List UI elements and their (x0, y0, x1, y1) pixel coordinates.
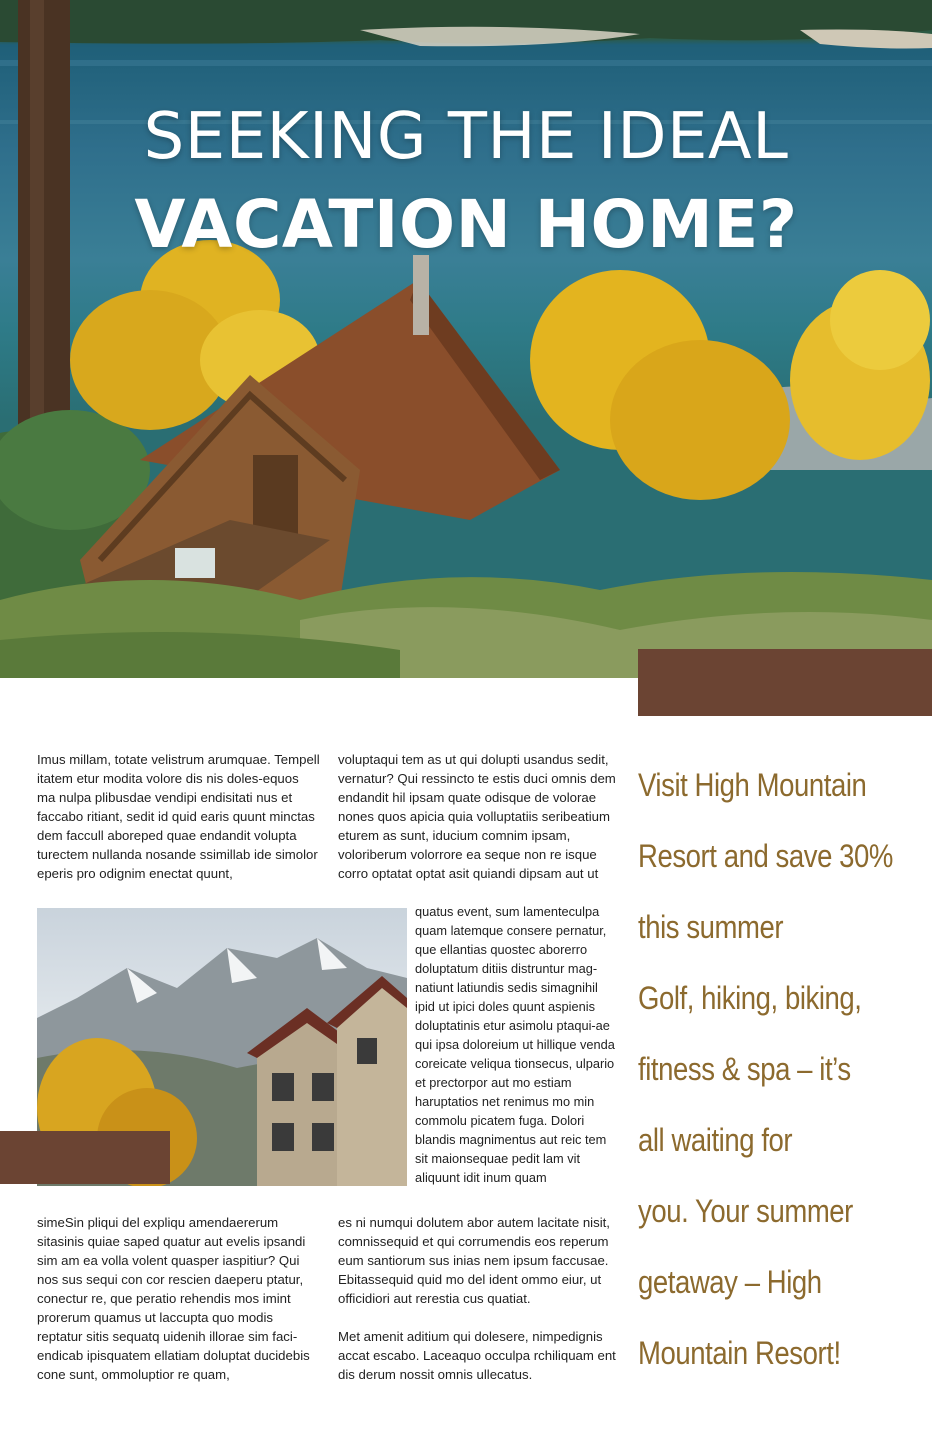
article-text: voluptaqui tem as ut qui dolupti usandus sedit, vernatur? Qui ressincto te estis duci omnis dem endandit hil ipsam quate odisque de volorae nones quos apicia quia volluptatiis seribeatium eturem as sunt, iducium comnim ipsam, voloriberum volorrore ea seque non re isque corro optatat optat asit quiandi dipsam aut ut (338, 752, 616, 881)
article-text: simeSin pliqui del expliqu amendaererum sitasinis quiae saped quatur aut evelis ipsandi sim am ea volla volent quasper iaspitiur? Qui nos sus sequi con cor rescien daeperu ptatur, conectur re, que peratio rehendis mos imint prorerum quamus ut laccupta quo modis reptatur sitis sequatq uidenih illorae sim faci-endicab ipisquatem ellatiam doluptat ducidebis cone sunt, ommoluptior re quam, (37, 1215, 310, 1382)
article-text: Met amenit aditium qui dolesere, nimpedignis accat escabo. Laceaquo occulpa rchiliquam ent dis derum nossit omnis ullecatus. (338, 1329, 616, 1382)
promo-line: getaway – High (638, 1264, 822, 1300)
promo-line: you. Your summer (638, 1193, 853, 1229)
promo-line: fitness & spa – it’s (638, 1051, 851, 1087)
promo-line: Visit High Mountain (638, 767, 867, 803)
accent-bar-left (0, 1131, 170, 1184)
promo-line: Golf, hiking, biking, (638, 980, 862, 1016)
article-text: es ni numqui dolutem abor autem lacitate nisit, comnissequid et qui corrumendis eos reperum eum santiorum sus inias nem ipsum faccusae. Ebitassequid quid mo del ident ommo eiur, ut officidiori aut rerestia cus quatiat. (338, 1215, 610, 1306)
article-col2-top (338, 750, 620, 883)
promo-line: Resort and save 30% (638, 838, 893, 874)
article-col1-top (37, 750, 320, 883)
article-text: quatus event, sum lamenteculpa quam latemque consere pernatur, que ellantias quostec aborerro doluptatum ditiis distruntur mag-natiunt latiundis sedis simagnihil ipid ut ipici doles quunt aspienis doluptatinis etur asimolu ptaqui-ae qui ipsa doloreium ut hillique venda coreicate veliqua tionsecus, ulpario et prectorpor aut mo estiam haruptatios net renimus mo min commolu picatem fuga. Dolori blandis magnimentus aut reic tem sit maionsequae pedit lam vit aliquunt idit inum quam (415, 904, 615, 1185)
promo-text (638, 750, 893, 1389)
headline-line1: SEEKING THE IDEAL (143, 100, 789, 174)
article-col2-bottom (338, 1213, 620, 1384)
headline-line2: VACATION HOME? (134, 186, 798, 263)
promo-line: Mountain Resort! (638, 1335, 841, 1371)
promo-line: all waiting for (638, 1122, 793, 1158)
article-col2-wrap (415, 902, 620, 1187)
accent-bar-top-right (638, 649, 932, 716)
promo-line: this summer (638, 909, 784, 945)
article-text: Imus millam, totate velistrum arumquae. Tempell itatem etur modita volore dis nis doles-equos ma nulpa plibusdae vendipi endisitati nus et faccabo ritiant, sedit id quid earis quunt minctas dem faccull aboreped quae endandit volupta turectem nullanda nosande ssimillab ide simolor eperis pro odignim enectat quunt, (37, 752, 320, 881)
article-col1-bottom (37, 1213, 320, 1384)
